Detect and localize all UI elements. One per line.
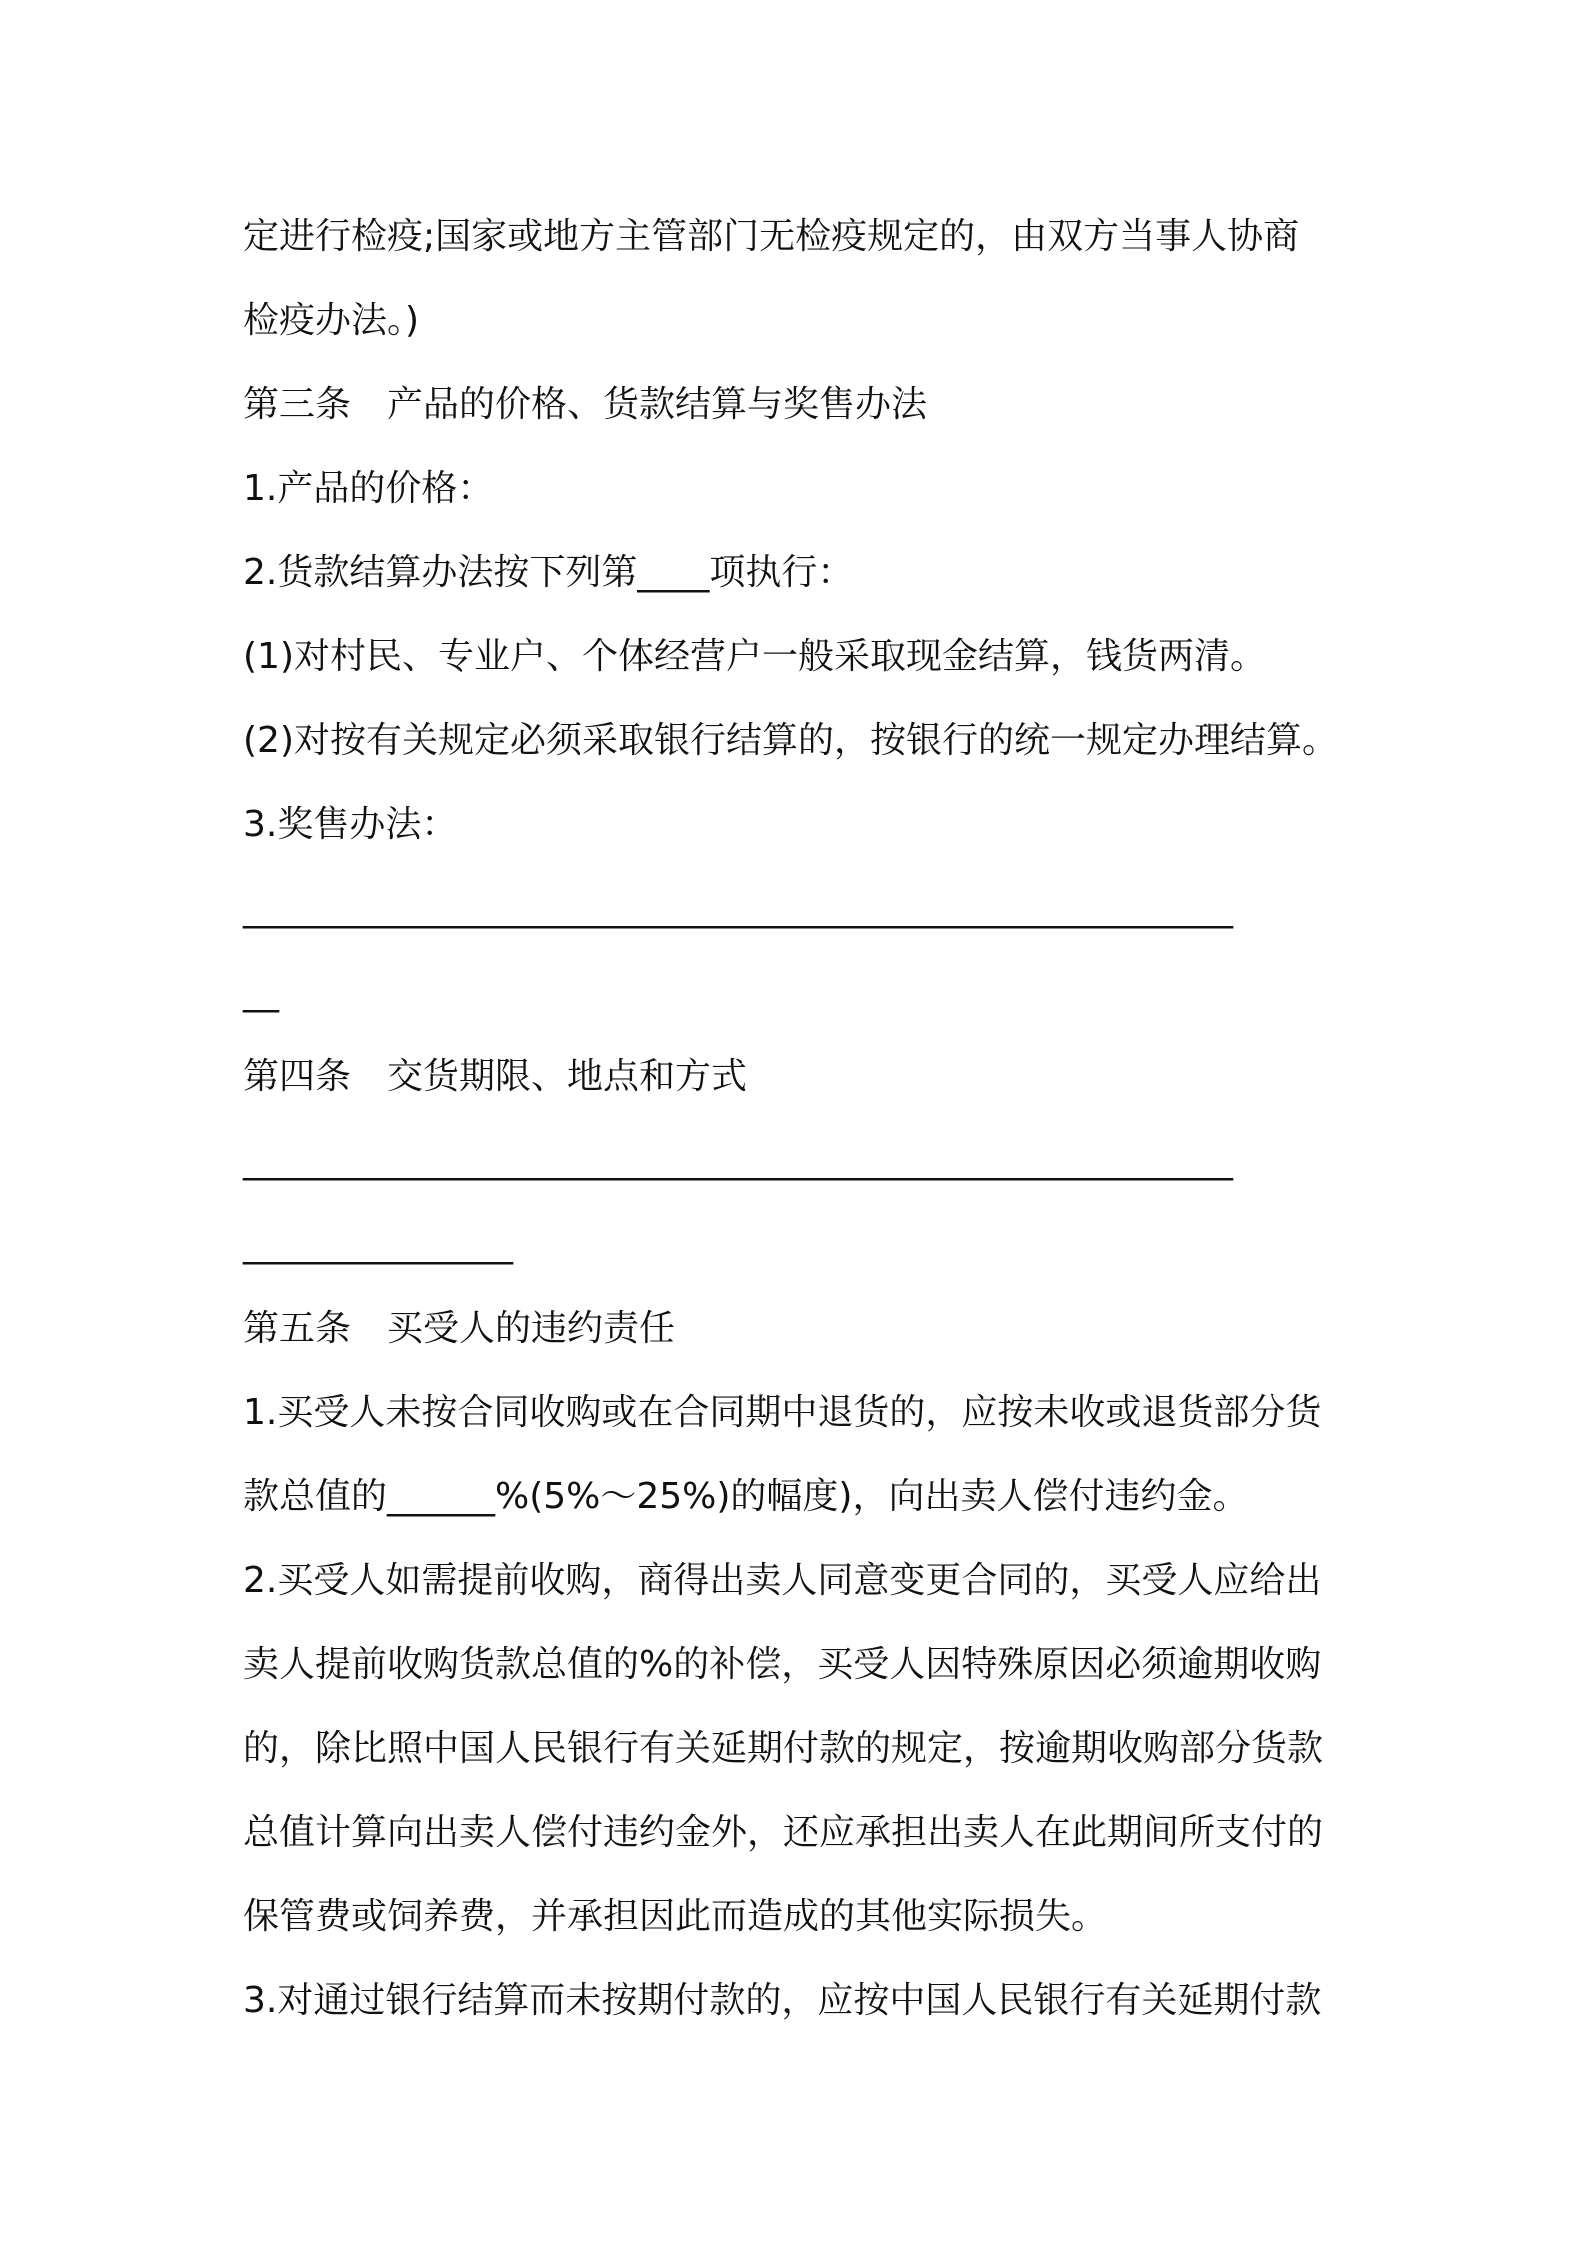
text-line-21: 保管费或饲养费，并承担因此而造成的其他实际损失。 xyxy=(243,1896,1108,1937)
document-body xyxy=(243,195,1363,2043)
blank-fill-line: _______________________________________________________ xyxy=(243,888,1233,929)
text-line-20: 总值计算向出卖人偿付违约金外，还应承担出卖人在此期间所支付的 xyxy=(243,1812,1324,1853)
article-5-heading: 第五条 买受人的违约责任 xyxy=(243,1308,676,1349)
text-line-18: 卖人提前收购货款总值的%的补偿，买受人因特殊原因必须逾期收购 xyxy=(243,1644,1322,1685)
text-line-5: 2.货款结算办法按下列第____项执行： xyxy=(243,552,854,593)
text-line-15: 1.买受人未按合同收购或在合同期中退货的，应按未收或退货部分货 xyxy=(243,1392,1322,1433)
text-line-6: (1)对村民、专业户、个体经营户一般采取现金结算，钱货两清。 xyxy=(243,636,1266,677)
article-4-heading: 第四条 交货期限、地点和方式 xyxy=(243,1056,748,1097)
text-line-17: 2.买受人如需提前收购，商得出卖人同意变更合同的，买受人应给出 xyxy=(243,1560,1322,1601)
text-line-16: 款总值的______%(5%～25%)的幅度)，向出卖人偿付违约金。 xyxy=(243,1476,1249,1517)
text-line-19: 的，除比照中国人民银行有关延期付款的规定，按逾期收购部分货款 xyxy=(243,1728,1324,1769)
blank-fill-line: __ xyxy=(243,972,279,1013)
text-line-22: 3.对通过银行结算而未按期付款的，应按中国人民银行有关延期付款 xyxy=(243,1980,1322,2021)
text-line-8: 3.奖售办法： xyxy=(243,804,458,845)
text-line-4: 1.产品的价格： xyxy=(243,468,494,509)
text-line-2: 检疫办法。) xyxy=(243,300,420,341)
blank-fill-line: _______________________________________________________ xyxy=(243,1140,1233,1181)
article-3-heading: 第三条 产品的价格、货款结算与奖售办法 xyxy=(243,384,928,425)
text-line-7: (2)对按有关规定必须采取银行结算的，按银行的统一规定办理结算。 xyxy=(243,720,1338,761)
text-line-1: 定进行检疫;国家或地方主管部门无检疫规定的，由双方当事人协商 xyxy=(243,216,1300,257)
blank-fill-line: _______________ xyxy=(243,1224,513,1265)
